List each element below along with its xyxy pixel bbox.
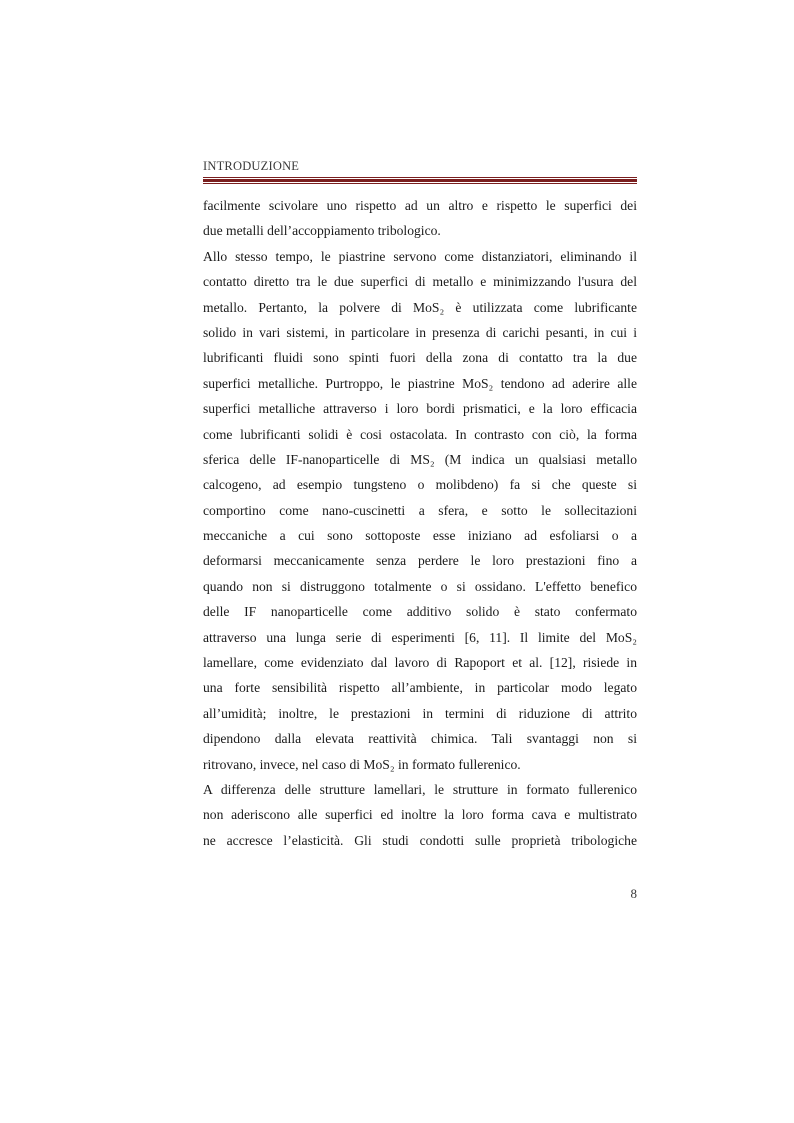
text-line: lamellare, come evidenziato dal lavoro di Rapoport et al. [12], risiede in (203, 655, 637, 671)
paragraph-2 (203, 244, 637, 777)
text-line: come lubrificanti solidi è cosi ostacolata. In contrasto con ciò, la forma (203, 426, 637, 442)
text-line: ritrovano, invece, nel caso di MoS₂ in formato fullerenico. (203, 756, 521, 772)
paragraph-1 (203, 193, 637, 244)
text-line: comportino come nano-cuscinetti a sfera, e sotto le sollecitazioni (203, 502, 637, 518)
header-rule-bottom (203, 183, 637, 184)
text-line: metallo. Pertanto, la polvere di MoS₂ è utilizzata come lubrificante (203, 299, 637, 315)
text-line: solido in vari sistemi, in particolare in presenza di carichi pesanti, in cui i (203, 324, 637, 340)
text-line: non aderiscono alle superfici ed inoltre la loro forma cava e multistrato (203, 807, 637, 823)
text-line: dipendono dalla elevata reattività chimica. Tali svantaggi non si (203, 731, 637, 747)
header-rule-top (203, 177, 637, 178)
text-line: due metalli dell’accoppiamento tribologico. (203, 223, 441, 239)
text-line: calcogeno, ad esempio tungsteno o molibdeno) fa si che queste si (203, 477, 637, 493)
text-line: ne accresce l’elasticità. Gli studi condotti sulle proprietà tribologiche (203, 832, 637, 848)
running-header (203, 158, 637, 174)
body-text (203, 193, 637, 853)
text-line: superfici metalliche attraverso i loro bordi prismatici, e la loro efficacia (203, 401, 637, 417)
header-rule-thick (203, 179, 637, 182)
text-line: quando non si distruggono totalmente o si ossidano. L'effetto benefico (203, 578, 637, 594)
page-number: 8 (630, 886, 637, 901)
paragraph-3 (203, 777, 637, 853)
text-line: Allo stesso tempo, le piastrine servono come distanziatori, eliminando il (203, 248, 637, 264)
text-line: sferica delle IF-nanoparticelle di MS₂ (M indica un qualsiasi metallo (203, 451, 637, 467)
text-line: attraverso una lunga serie di esperimenti [6, 11]. Il limite del MoS₂ (203, 629, 637, 645)
header-title: INTRODUZIONE (203, 159, 300, 173)
text-line: contatto diretto tra le due superfici di metallo e minimizzando l'usura del (203, 274, 637, 290)
text-line: superfici metalliche. Purtroppo, le piastrine MoS₂ tendono ad aderire alle (203, 375, 637, 391)
text-line: facilmente scivolare uno rispetto ad un altro e rispetto le superfici dei (203, 198, 637, 213)
text-line: A differenza delle strutture lamellari, le strutture in formato fullerenico (203, 781, 637, 797)
text-line: all’umidità; inoltre, le prestazioni in termini di riduzione di attrito (203, 705, 637, 721)
text-line: deformarsi meccanicamente senza perdere le loro prestazioni fino a (203, 553, 637, 569)
text-line: una forte sensibilità rispetto all’ambiente, in particolar modo legato (203, 680, 637, 696)
text-line: meccaniche a cui sono sottoposte esse iniziano ad esfoliarsi o a (203, 528, 637, 544)
text-line: lubrificanti fluidi sono spinti fuori della zona di contatto tra la due (203, 350, 637, 366)
text-line: delle IF nanoparticelle come additivo solido è stato confermato (203, 604, 637, 620)
